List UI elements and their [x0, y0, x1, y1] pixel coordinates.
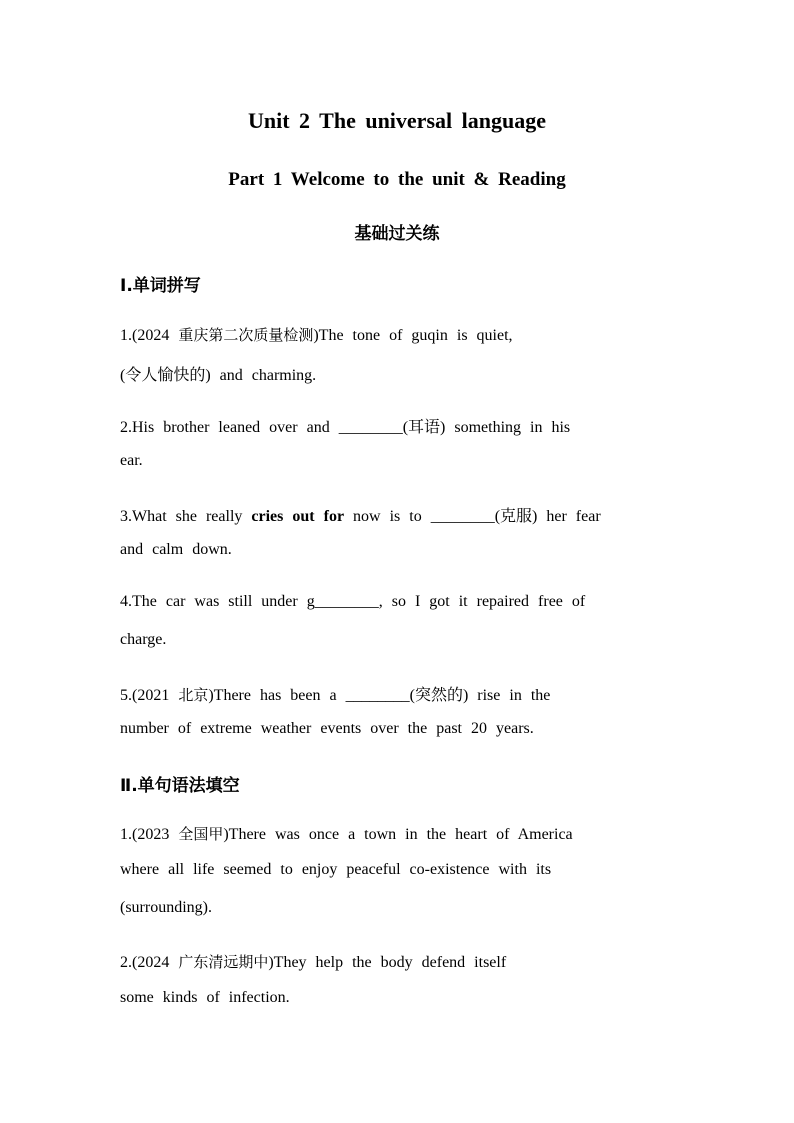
section-subtitle: 基础过关练	[354, 224, 440, 244]
s1-q3-line2: and calm down.	[120, 541, 232, 558]
s1-q4-line2: charge.	[120, 631, 167, 648]
s2-q1-line1: 1.(2023 全国甲)There was once a town in the heart of America	[120, 825, 573, 843]
section-1-heading: Ⅰ.单词拼写	[120, 276, 201, 296]
s2-q1-line2: where all life seemed to enjoy peaceful co-existence with its	[120, 861, 552, 878]
s2-q1-line3: (surrounding).	[120, 899, 212, 916]
section-2-heading: Ⅱ.单句语法填空	[120, 776, 240, 796]
s1-q5-line2: number of extreme weather events over the past 20 years.	[120, 720, 534, 737]
s1-q2-line2: ear.	[120, 452, 143, 469]
s2-q2-line2: some kinds of infection.	[120, 989, 290, 1006]
s1-q3-line1: 3.What she really cries out for now is to ________(克服) her fear	[120, 508, 601, 525]
s1-q2-line1: 2.His brother leaned over and ________(耳语) something in his	[120, 419, 571, 436]
s2-q2-line1: 2.(2024 广东清远期中)They help the body defend itself	[120, 953, 507, 971]
bold-phrase: cries out for	[251, 508, 345, 525]
s1-q5-line1: 5.(2021 北京)There has been a ________(突然的) rise in the	[120, 686, 551, 704]
s1-q1-line1: 1.(2024 重庆第二次质量检测)The tone of guqin is quiet,	[120, 326, 513, 344]
s1-q4-line1: 4.The car was still under g________, so I got it repaired free of	[120, 593, 586, 610]
s1-q1-line2: (令人愉快的) and charming.	[120, 367, 317, 384]
part-title: Part 1 Welcome to the unit & Reading	[228, 169, 566, 190]
page-title: Unit 2 The universal language	[248, 108, 546, 133]
